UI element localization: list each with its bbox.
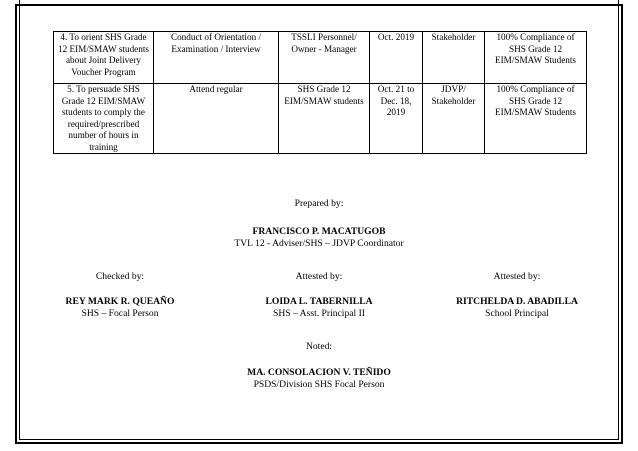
attested-by-principal-label: Attested by:: [493, 271, 541, 282]
attested-by-principal-signatory: [427, 296, 607, 320]
checked-by-name: REY MARK R. QUEAÑO: [65, 296, 175, 307]
table-row: [54, 32, 587, 84]
prepared-by-signatory: [169, 226, 469, 250]
persons-involved-cell: SHS Grade 12 EIM/SMAW students: [279, 84, 370, 154]
checked-by-label: Checked by:: [95, 271, 145, 282]
success-indicator-cell: 100% Compliance of SHS Grade 12 EIM/SMAW Students: [485, 32, 587, 84]
prepared-by-position: TVL 12 - Adviser/SHS – JDVP Coordinator: [234, 238, 404, 249]
resources-cell: JDVP/ Stakeholder: [423, 84, 485, 154]
noted-label: Noted:: [305, 341, 333, 352]
activity-cell: Conduct of Orientation / Examination / Interview: [154, 32, 279, 84]
noted-position: PSDS/Division SHS Focal Person: [253, 379, 385, 390]
attested-by-signatory: [229, 296, 409, 320]
checked-by-signatory: [40, 296, 200, 320]
objective-cell: 4. To orient SHS Grade 12 EIM/SMAW students about Joint Delivery Voucher Program: [54, 32, 154, 84]
checked-by-position: SHS – Focal Person: [81, 308, 159, 319]
noted-name: MA. CONSOLACION V. TEÑIDO: [247, 367, 391, 378]
objective-cell: 5. To persuade SHS Grade 12 EIM/SMAW students to comply the required/prescribed number of hours in training: [54, 84, 154, 154]
attested-by-principal-position: School Principal: [485, 308, 549, 319]
activity-cell: Attend regular: [154, 84, 279, 154]
time-frame-cell: Oct. 2019: [370, 32, 423, 84]
prepared-by-name: FRANCISCO P. MACATUGOB: [252, 226, 386, 237]
attested-by-position: SHS – Asst. Principal II: [273, 308, 365, 319]
action-plan-table: [53, 31, 587, 154]
attested-by-label: Attested by:: [295, 271, 343, 282]
resources-cell: Stakeholder: [423, 32, 485, 84]
table-row: [54, 84, 587, 154]
persons-involved-cell: TSSLI Personnel/ Owner - Manager: [279, 32, 370, 84]
attested-by-name: LOIDA L. TABERNILLA: [265, 296, 373, 307]
attested-by-principal-name: RITCHELDA D. ABADILLA: [456, 296, 578, 307]
success-indicator-cell: 100% Compliance of SHS Grade 12 EIM/SMAW Students: [485, 84, 587, 154]
prepared-by-label: Prepared by:: [294, 198, 344, 209]
time-frame-cell: Oct. 21 to Dec. 18, 2019: [370, 84, 423, 154]
noted-signatory: [169, 367, 469, 391]
